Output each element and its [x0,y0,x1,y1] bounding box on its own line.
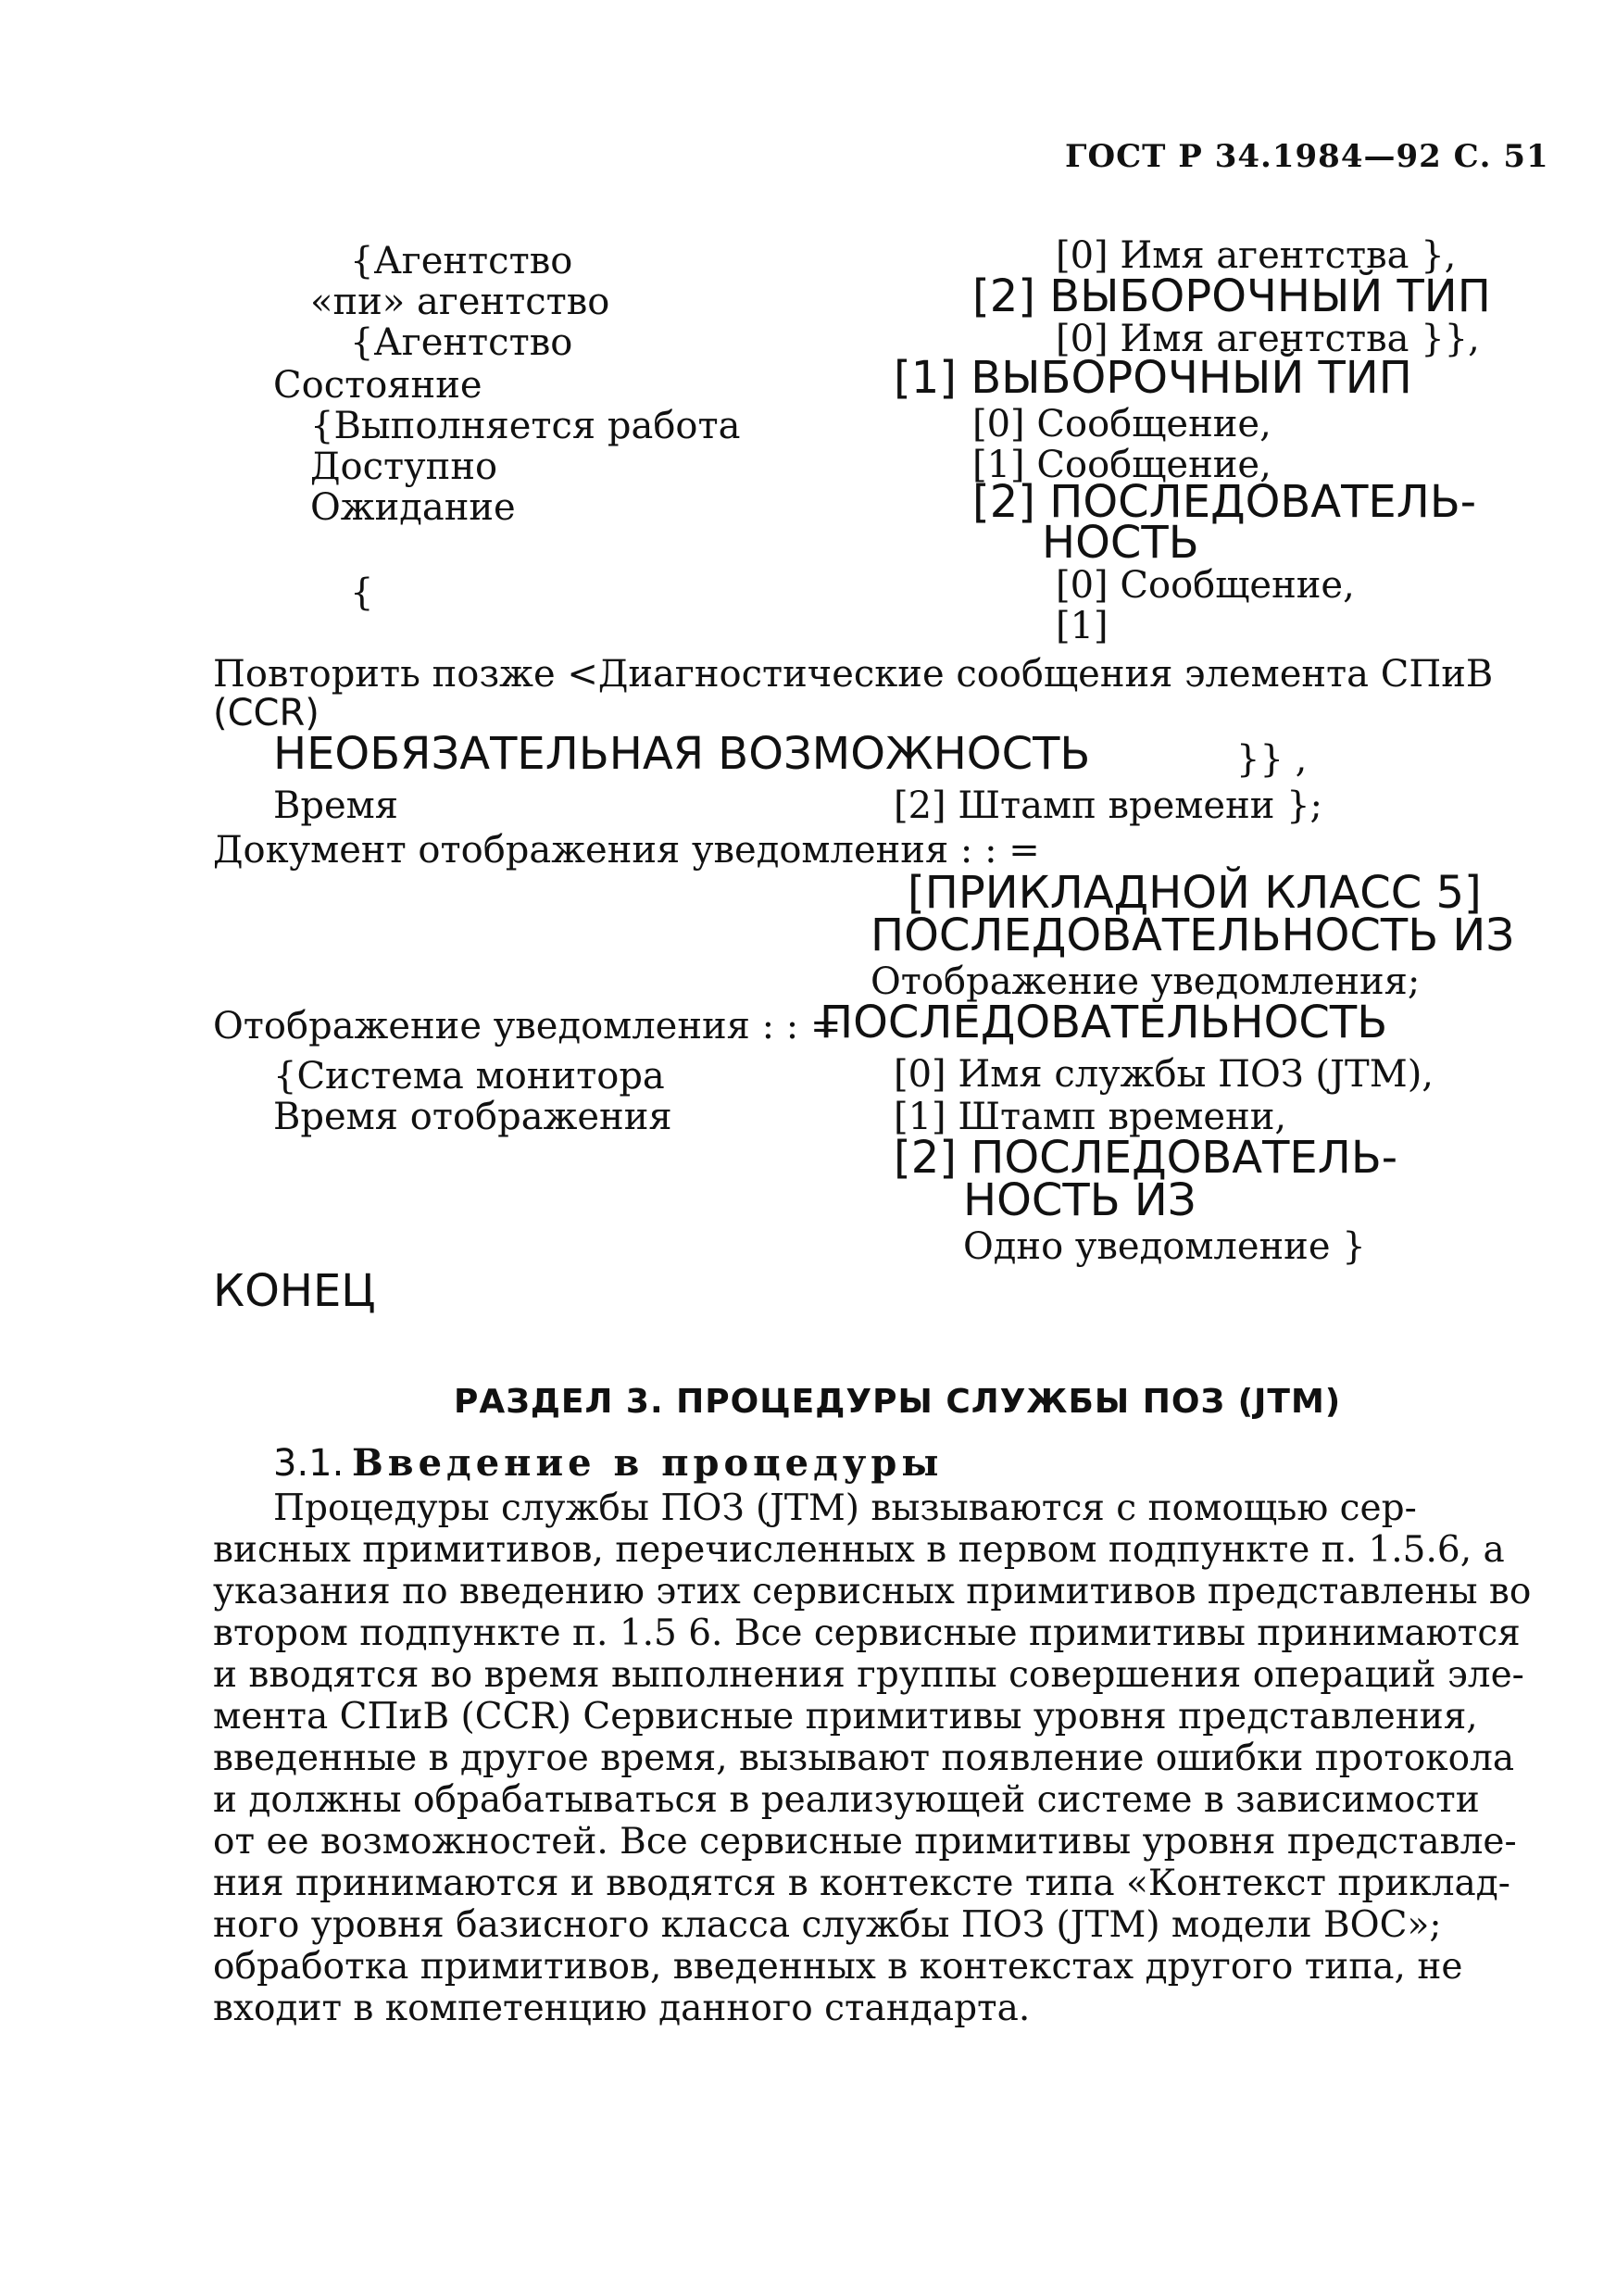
code-line-10-right: [1] [1056,605,1109,647]
code-line-24-right: Одно уведомление } [963,1225,1366,1268]
paragraph-line: обработка примитивов, введенных в контекстах другого типа, не [213,1946,1463,1988]
code-line-12: (CCR) [213,692,319,734]
subsection-title: Введение в процедуры [352,1441,944,1485]
paragraph-line: от ее возможностей. Все сервисные примитивы уровня представле- [213,1821,1517,1863]
paragraph-line: Процедуры службы ПОЗ (JTM) вызываются с помощью сер- [273,1487,1417,1529]
code-line-4-right: [1] ВЫБОРОЧНЫЙ ТИП [894,352,1412,404]
paragraph-line: и должны обрабатываться в реализующей системе в зависимости [213,1779,1480,1821]
code-line-1-right: [0] Имя агентства }, [1056,234,1457,277]
code-line-21-right: [1] Штамп времени, [894,1096,1287,1138]
code-line-21-left: Время отображения [273,1096,672,1138]
code-line-13-right: }} , [1236,738,1308,781]
code-line-17: ПОСЛЕДОВАТЕЛЬНОСТЬ ИЗ [871,910,1515,961]
code-line-3-left: {Агентство [350,321,573,364]
code-line-15: Документ отображения уведомления : : = [213,829,1040,872]
code-line-6-right: [1] Сообщение, [972,444,1272,486]
running-header: ГОСТ Р 34.1984—92 С. 51 [1065,138,1549,175]
body-paragraph [213,1487,1532,2029]
code-line-20-right: [0] Имя службы ПОЗ (JTM), [894,1053,1434,1096]
paragraph-line: ния принимаются и вводятся в контексте типа «Контекст приклад- [213,1863,1510,1904]
code-line-14-right: [2] Штамп времени }; [894,784,1323,827]
code-line-5-left: {Выполняется работа [310,405,741,447]
code-line-5-right: [0] Сообщение, [972,403,1272,445]
paragraph-line: висных примитивов, перечисленных в первом подпункте п. 1.5.6, а [213,1529,1505,1571]
code-line-7-left: Ожидание [310,486,516,529]
code-line-14-left: Время [273,784,399,827]
code-line-4-left: Состояние [273,364,482,407]
code-line-6-left: Доступно [310,445,498,488]
code-line-2-left: «пи» агентство [310,281,610,323]
paragraph-line: и вводятся во время выполнения группы совершения операций эле- [213,1654,1524,1696]
code-line-19-right: ПОСЛЕДОВАТЕЛЬНОСТЬ [820,997,1388,1048]
paragraph-line: втором подпункте п. 1.5 6. Все сервисные примитивы принимаются [213,1612,1521,1654]
code-line-9-right: [0] Сообщение, [1056,564,1355,607]
code-line-8-right: НОСТЬ [1042,517,1199,569]
end-keyword: КОНЕЦ [213,1265,376,1317]
paragraph-line: указания по введению этих сервисных примитивов представлены во [213,1571,1532,1612]
code-line-7-right: [2] ПОСЛЕДОВАТЕЛЬ- [972,476,1477,528]
section-title: РАЗДЕЛ 3. ПРОЦЕДУРЫ СЛУЖБЫ ПОЗ (JTM) [454,1383,1342,1421]
paragraph-line: мента СПиВ (CCR) Сервисные примитивы уровня представления, [213,1696,1478,1738]
code-line-1-left: {Агентство [350,240,573,282]
code-line-11: Повторить позже <Диагностические сообщения элемента СПиВ [213,653,1494,696]
code-line-2-right: [2] ВЫБОРОЧНЫЙ ТИП [972,270,1491,322]
paragraph-line: входит в компетенцию данного стандарта. [213,1988,1031,2029]
code-line-13-left: НЕОБЯЗАТЕЛЬНАЯ ВОЗМОЖНОСТЬ [273,728,1091,780]
code-line-16: [ПРИКЛАДНОЙ КЛАСС 5] [908,867,1482,919]
code-line-18: Отображение уведомления; [871,960,1421,1003]
subsection-number: 3.1. [273,1442,344,1485]
code-line-20-left: {Система монитора [273,1055,665,1098]
code-line-19-left: Отображение уведомления : : = [213,1005,842,1048]
code-line-22-right: [2] ПОСЛЕДОВАТЕЛЬ- [894,1132,1398,1184]
paragraph-line: введенные в другое время, вызывают появление ошибки протокола [213,1738,1515,1779]
code-line-3-right: [0] Имя агентства }}, [1056,318,1480,360]
code-line-23-right: НОСТЬ ИЗ [963,1174,1196,1226]
code-line-9-left: { [350,571,374,614]
paragraph-line: ного уровня базисного класса службы ПОЗ (JTM) модели ВОС»; [213,1904,1442,1946]
